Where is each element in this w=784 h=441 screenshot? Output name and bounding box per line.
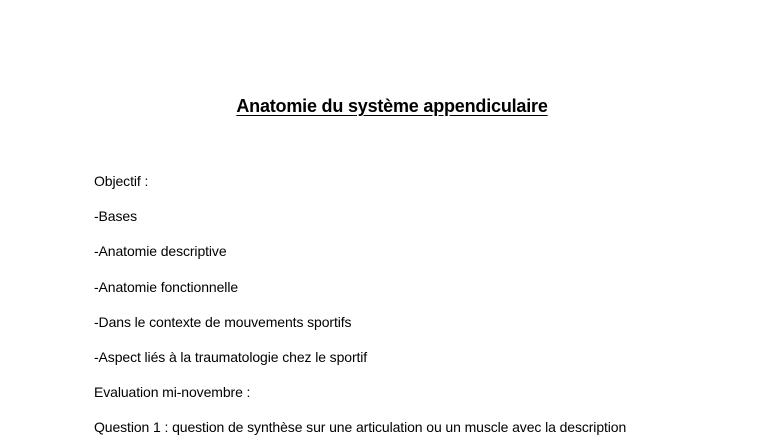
objective-item-functional: -Anatomie fonctionnelle bbox=[94, 278, 239, 295]
document-title: Anatomie du système appendiculaire bbox=[236, 96, 548, 116]
evaluation-heading: Evaluation mi-novembre : bbox=[94, 384, 251, 401]
objective-item-descriptive: -Anatomie descriptive bbox=[94, 243, 227, 260]
objective-heading: Objectif : bbox=[94, 173, 149, 189]
document-body bbox=[94, 172, 764, 441]
question-1-text: Question 1 : question de synthèse sur une articulation ou un muscle avec la description bbox=[94, 419, 627, 436]
objective-item-sports-context: -Dans le contexte de mouvements sportifs bbox=[94, 313, 352, 330]
objective-item-bases: -Bases bbox=[94, 208, 137, 225]
objective-item-traumatology: -Aspect liés à la traumatologie chez le sportif bbox=[94, 348, 368, 365]
